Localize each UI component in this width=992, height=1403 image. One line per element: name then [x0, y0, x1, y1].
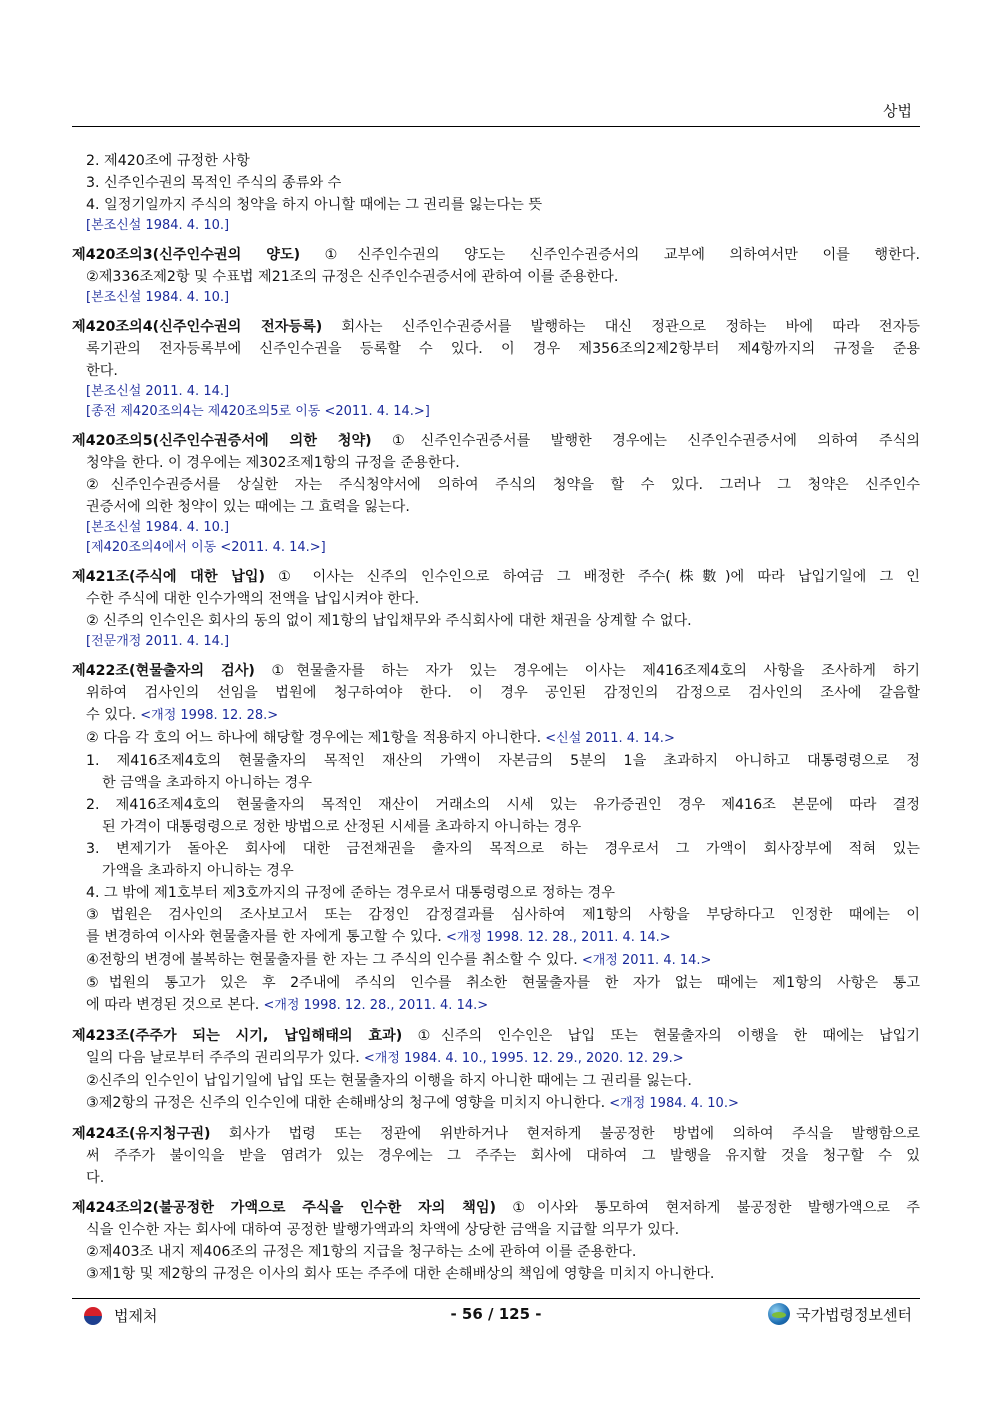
line-text: ②제336조제2항 및 수표법 제21조의 규정은 신주인수권증서에 관하여 이를 준용한다. [86, 269, 619, 285]
amendment-note [72, 382, 920, 402]
text-line [72, 172, 920, 194]
line-text: 1. 제416조제4호의 현물출자의 목적인 재산의 가액이 자본금의 5분의 1을 초과하지 아니하고 대통령령으로 정 [86, 753, 920, 769]
text-line [72, 750, 920, 772]
text-line [72, 926, 920, 949]
line-text: 록기관의 전자등록부에 신주인수권을 등록할 수 있다. 이 경우 제356조의2제2항부터 제4항까지의 규정을 준용 [86, 341, 920, 357]
text-line [72, 1025, 920, 1047]
amendment-note [72, 518, 920, 538]
inline-amendment-note: <개정 1998. 12. 28., 2011. 4. 14.> [441, 930, 671, 945]
text-line [72, 150, 920, 172]
article-heading: 제420조의5(신주인수권증서에 의한 청약) [72, 433, 372, 449]
line-text: ⑤법원의 통고가 있은 후 2주내에 주식의 인수를 취소한 현물출자를 한 자가 없는 때에는 제1항의 사항은 통고 [86, 975, 920, 991]
text-line [72, 474, 920, 496]
line-text: ① 이사는 신주의 인수인으로 하여금 그 배정한 주수(株數)에 따라 납입기일에 그 인 [265, 569, 920, 585]
text-line [72, 1123, 920, 1145]
line-text: ①신주인수권의 양도는 신주인수권증서의 교부에 의하여서만 이를 행한다. [300, 247, 920, 263]
article-heading: 제424조의2(불공정한 가액으로 주식을 인수한 자의 책임) [72, 1200, 497, 1216]
text-line [72, 194, 920, 216]
article-heading: 제424조(유지청구권) [72, 1126, 211, 1142]
line-text: 식을 인수한 자는 회사에 대하여 공정한 발행가액과의 차액에 상당한 금액을 지급할 의무가 있다. [86, 1222, 680, 1238]
text-line [72, 1092, 920, 1115]
line-text: 3. 신주인수권의 목적인 주식의 종류와 수 [86, 175, 342, 191]
line-text: 청약을 한다. 이 경우에는 제302조제1항의 규정을 준용한다. [86, 455, 460, 471]
amendment-note [72, 632, 920, 652]
line-text: ②신주의 인수인이 납입기일에 납입 또는 현물출자의 이행을 하지 아니한 때에는 그 권리를 잃는다. [86, 1073, 692, 1089]
line-text: 수한 주식에 대한 인수가액의 전액을 납입시켜야 한다. [86, 591, 420, 607]
text-line [72, 266, 920, 288]
continuation-block [72, 150, 920, 236]
text-line [72, 904, 920, 926]
text-line [72, 360, 920, 382]
line-text: ④전항의 변경에 불복하는 현물출자를 한 자는 그 주식의 인수를 취소할 수 있다. [86, 952, 578, 968]
line-text: 회사가 법령 또는 정관에 위반하거나 현저하게 불공정한 방법에 의하여 주식을 발행함으로 [210, 1126, 920, 1142]
article-block [72, 316, 920, 422]
inline-amendment-note: <개정 1984. 4. 10., 1995. 12. 29., 2020. 12. 29.> [359, 1051, 684, 1066]
document-body [72, 150, 920, 1285]
text-line [72, 588, 920, 610]
text-line [72, 566, 920, 588]
text-line [72, 244, 920, 266]
text-line [72, 1219, 920, 1241]
article-heading: 제422조(현물출자의 검사) [72, 663, 255, 679]
article-block [72, 430, 920, 558]
footer-right-label: 국가법령정보센터 [796, 1305, 912, 1324]
article-block [72, 1123, 920, 1189]
article-heading: 제420조의3(신주인수권의 양도) [72, 247, 301, 263]
line-text: ② 다음 각 호의 어느 하나에 해당할 경우에는 제1항을 적용하지 아니한다. [86, 730, 542, 746]
article-heading: 제420조의4(신주인수권의 전자등록) [72, 319, 323, 335]
text-line [72, 496, 920, 518]
text-line [72, 860, 920, 882]
amendment-note [72, 402, 920, 422]
text-line [72, 1145, 920, 1167]
article-block [72, 566, 920, 652]
article-heading: 제423조(주주가 되는 시기, 납입해태의 효과) [72, 1028, 403, 1044]
line-text: 를 변경하여 이사와 현물출자를 한 자에게 통고할 수 있다. [86, 929, 442, 945]
line-text: ②신주인수권증서를 상실한 자는 주식청약서에 의하여 주식의 청약을 할 수 있다. 그러나 그 청약은 신주인수 [86, 477, 920, 493]
page-number: - 56 / 125 - [450, 1305, 542, 1323]
text-line [72, 660, 920, 682]
line-text: ①현물출자를 하는 자가 있는 경우에는 이사는 제416조제4호의 사항을 조사하게 하기 [254, 663, 920, 679]
line-text: 3. 변제기가 돌아온 회사에 대한 금전채권을 출자의 목적으로 하는 경우로서 그 가액이 회사장부에 적혀 있는 [86, 841, 920, 857]
line-text: 된 가격이 대통령령으로 정한 방법으로 산정된 시세를 초과하지 아니하는 경우 [102, 819, 582, 835]
text-line [72, 838, 920, 860]
article-block [72, 244, 920, 308]
line-text: 써 주주가 불이익을 받을 염려가 있는 경우에는 그 주주는 회사에 대하여 그 발행을 유지할 것을 청구할 수 있 [86, 1148, 920, 1164]
text-line [72, 704, 920, 727]
line-text: ② 신주의 인수인은 회사의 동의 없이 제1항의 납입채무와 주식회사에 대한 채권을 상계할 수 없다. [86, 613, 692, 629]
text-line [72, 882, 920, 904]
text-line [72, 994, 920, 1017]
line-text: 가액을 초과하지 아니하는 경우 [102, 863, 294, 879]
text-line [72, 1263, 920, 1285]
text-line [72, 430, 920, 452]
line-text: [본조신설 2011. 4. 14.] [86, 384, 230, 399]
line-text: ②제403조 내지 제406조의 규정은 제1항의 지급을 청구하는 소에 관하여 이를 준용한다. [86, 1244, 637, 1260]
text-line [72, 949, 920, 972]
line-text: 회사는 신주인수권증서를 발행하는 대신 정관으로 정하는 바에 따라 전자등 [322, 319, 920, 335]
inline-amendment-note: <개정 1998. 12. 28.> [136, 708, 279, 723]
line-text: ③제1항 및 제2항의 규정은 이사의 회사 또는 주주에 대한 손해배상의 책임에 영향을 미치지 아니한다. [86, 1266, 715, 1282]
line-text: [본조신설 1984. 4. 10.] [86, 520, 230, 535]
text-line [72, 610, 920, 632]
line-text: [제420조의4에서 이동 <2011. 4. 14.>] [86, 540, 326, 555]
line-text: 수 있다. [86, 707, 137, 723]
amendment-note [72, 216, 920, 236]
text-line [72, 1070, 920, 1092]
line-text: [전문개정 2011. 4. 14.] [86, 634, 230, 649]
line-text: 위하여 검사인의 선임을 법원에 청구하여야 한다. 이 경우 공인된 감정인의 감정으로 검사인의 조사에 갈음할 [86, 685, 920, 701]
line-text: 권증서에 의한 청약이 있는 때에는 그 효력을 잃는다. [86, 499, 410, 515]
footer-left-label: 법제처 [114, 1307, 158, 1325]
amendment-note [72, 538, 920, 558]
article-block [72, 1025, 920, 1115]
footer-divider [72, 1298, 920, 1299]
article-block [72, 660, 920, 1017]
line-text: 2. 제416조제4호의 현물출자의 목적인 재산이 거래소의 시세 있는 유가증권인 경우 제416조 본문에 따라 결정 [86, 797, 920, 813]
footer-law-center [768, 1303, 912, 1325]
article-heading: 제421조(주식에 대한 납입) [72, 569, 266, 585]
article-block [72, 1197, 920, 1285]
line-text: ①신주의 인수인은 납입 또는 현물출자의 이행을 한 때에는 납입기 [402, 1028, 920, 1044]
line-text: 4. 그 밖에 제1호부터 제3호까지의 규정에 준하는 경우로서 대통령령으로 정하는 경우 [86, 885, 615, 901]
text-line [72, 972, 920, 994]
text-line [72, 1197, 920, 1219]
header-divider [72, 126, 920, 127]
amendment-note [72, 288, 920, 308]
line-text: [종전 제420조의4는 제420조의5로 이동 <2011. 4. 14.>] [86, 404, 430, 419]
text-line [72, 816, 920, 838]
text-line [72, 338, 920, 360]
inline-amendment-note: <개정 1984. 4. 10.> [605, 1096, 739, 1111]
text-line [72, 794, 920, 816]
text-line [72, 727, 920, 750]
line-text: 한 금액을 초과하지 아니하는 경우 [102, 775, 312, 791]
line-text: 에 따라 변경된 것으로 본다. [86, 997, 260, 1013]
text-line [72, 1241, 920, 1263]
line-text: 일의 다음 날로부터 주주의 권리의무가 있다. [86, 1050, 360, 1066]
line-text: ①이사와 통모하여 현저하게 불공정한 발행가액으로 주 [496, 1200, 920, 1216]
line-text: ①신주인수권증서를 발행한 경우에는 신주인수권증서에 의하여 주식의 [371, 433, 920, 449]
line-text: 다. [86, 1170, 105, 1186]
text-line [72, 682, 920, 704]
globe-logo-icon [768, 1303, 790, 1325]
inline-amendment-note: <개정 2011. 4. 14.> [577, 953, 712, 968]
line-text: ③제2항의 규정은 신주의 인수인에 대한 손해배상의 청구에 영향을 미치지 아니한다. [86, 1095, 606, 1111]
line-text: 한다. [86, 363, 118, 379]
inline-amendment-note: <개정 1998. 12. 28., 2011. 4. 14.> [259, 998, 489, 1013]
text-line [72, 772, 920, 794]
line-text: ③법원은 검사인의 조사보고서 또는 감정인 감정결과를 심사하여 제1항의 사항을 부당하다고 인정한 때에는 이 [86, 907, 920, 923]
text-line [72, 452, 920, 474]
text-line [72, 316, 920, 338]
text-line [72, 1167, 920, 1189]
line-text: [본조신설 1984. 4. 10.] [86, 290, 230, 305]
page-header-title: 상법 [883, 102, 912, 120]
inline-amendment-note: <신설 2011. 4. 14.> [541, 731, 675, 746]
line-text: 4. 일정기일까지 주식의 청약을 하지 아니할 때에는 그 권리를 잃는다는 뜻 [86, 197, 543, 213]
line-text: [본조신설 1984. 4. 10.] [86, 218, 230, 233]
line-text: 2. 제420조에 규정한 사항 [86, 153, 250, 169]
text-line [72, 1047, 920, 1070]
